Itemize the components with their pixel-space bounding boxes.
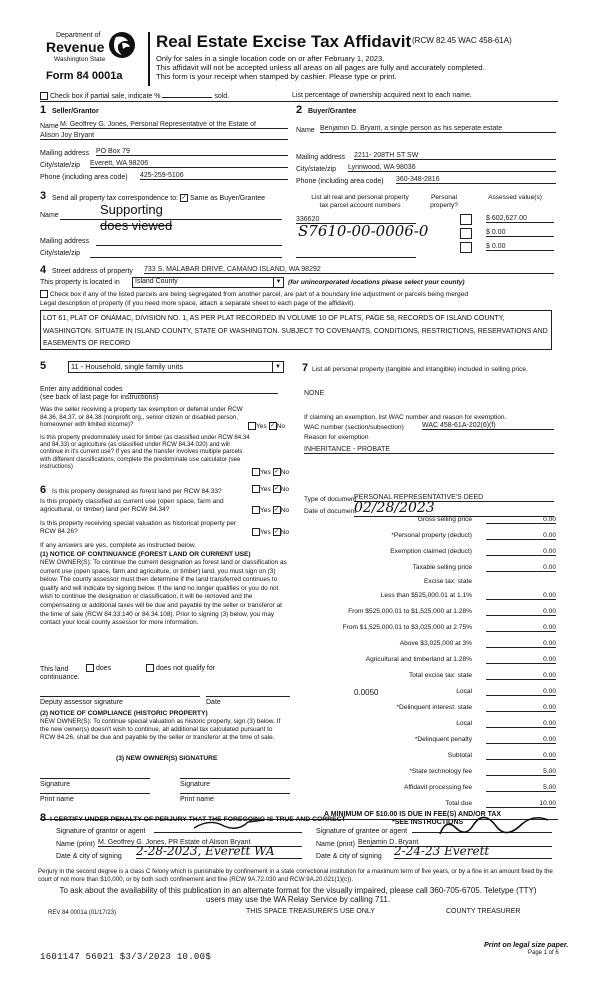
continuance-label: continuance. <box>40 674 80 681</box>
rule <box>40 101 558 102</box>
timber-question: Is this property predominately used for timber (as classified under RCW 84.34 and 84.33) or agriculture (as classified under RCW 84.34.020) and will continue in it's current use? If yes and the transfer involves multiple parcels with different classifications, complete the predominate use calculator (see instructions) <box>40 434 250 470</box>
calc-value[interactable]: 0.00 <box>486 704 556 712</box>
section-1-number: 1 <box>40 104 47 116</box>
current-use-question: Is this property classified as current use (open space, farm and agricultural, or timber) land per RCW 84.34? <box>40 498 224 513</box>
forest-yes-label: Yes <box>260 485 271 493</box>
grantor-name[interactable]: M. Geoffrey G. Jones, PR Estate of Alison Bryant <box>98 839 302 847</box>
personal-checkbox-2[interactable] <box>460 228 472 239</box>
historic-no-label: No <box>280 528 290 536</box>
calc-label: Excise tax: state <box>423 578 472 585</box>
form-rcw: (RCW 82.45 WAC 458-61A) <box>412 36 512 45</box>
form-number: Form 84 0001a <box>46 70 123 82</box>
timber-yes-no <box>252 468 289 476</box>
calc-value[interactable]: 0.00 <box>486 656 556 664</box>
calc-value[interactable]: 0.00 <box>486 592 556 600</box>
unincorp-note: (for unincorporated locations please select your county) <box>288 279 465 286</box>
calc-value[interactable]: 5.00 <box>486 768 556 776</box>
section-7-number: 7 <box>302 362 309 374</box>
corr-city-field[interactable] <box>90 248 282 258</box>
certify-text: I CERTIFY UNDER PENALTY OF PERJURY THAT THE FOREGOING IS TRUE AND CORRECT <box>50 816 346 823</box>
owner-sig-line-1[interactable] <box>40 772 150 779</box>
corr-mail-label: Mailing address <box>40 238 90 245</box>
forest-no-checkbox[interactable]: ✓ <box>274 486 280 492</box>
buyer-name[interactable]: Benjamin D. Bryant, a single person as his seperate estate <box>320 125 556 133</box>
corr-hand-1: Supporting <box>100 202 163 217</box>
calc-value[interactable]: 0.00 <box>486 624 556 632</box>
list-pct-note: List percentage of ownership acquired next to each name. <box>292 92 472 99</box>
section-7 <box>302 362 558 522</box>
buyer-phone-label: Phone (including area code) <box>296 178 384 185</box>
calc-value[interactable]: 0.00 <box>486 516 556 524</box>
parcel-2-handwritten: S7610-00-0006-0 <box>298 222 429 240</box>
calc-value[interactable]: 0.00 <box>486 608 556 616</box>
calc-value[interactable]: 0.00 <box>486 548 556 556</box>
exemption-yes-checkbox[interactable] <box>248 422 256 430</box>
calc-label: Total due <box>445 800 472 807</box>
header-divider <box>148 32 150 86</box>
exemption-yes-no <box>248 422 285 430</box>
section-4 <box>40 264 558 354</box>
timber-yes-label: Yes <box>260 468 271 476</box>
header-note-3: This form is your receipt when stamped by cashier. Please type or print. <box>156 72 397 81</box>
grantee-name-label: Name (print) <box>316 841 355 848</box>
buyer-mail-label: Mailing address <box>296 154 346 161</box>
parcel-3[interactable] <box>296 248 416 258</box>
parcels-header: List all real and personal property tax parcel account numbers <box>311 194 409 209</box>
forest-yes-checkbox[interactable] <box>252 485 260 493</box>
chevron-down-icon: ▼ <box>272 362 283 372</box>
dept-line3: Washington State <box>54 56 106 63</box>
seller-name-2[interactable]: Alison Joy Bryant <box>40 132 288 140</box>
dor-logo <box>40 28 140 86</box>
timber-no-checkbox[interactable]: ✓ <box>274 469 280 475</box>
form-title: Real Estate Excise Tax Affidavit <box>156 32 412 51</box>
grantor-date-city[interactable]: 2-28-2023, Everett WA <box>136 844 302 859</box>
legal-description[interactable]: LOT 61, PLAT OF ONAMAC, DIVISION NO. 1, AS PER PLAT RECORDED IN VOLUME 10 OF PLATS, PAGE 58, RECORDS OF ISLAND COUNTY, WASHINGTON. SITUATE IN ISLAND COUNTY, STATE OF WASHINGTON. SUBJECT TO COVENANTS, CONDITIONS, RESTRICTIONS, RESERVATIONS AND EASEMENTS OF RECORD <box>40 310 552 350</box>
county-value: Island County <box>135 278 178 285</box>
doc-date-label: Date of document <box>304 508 357 515</box>
notice-2-title: (2) NOTICE OF COMPLIANCE (HISTORIC PROPERTY) <box>40 710 208 717</box>
county-treasurer: COUNTY TREASURER <box>446 908 521 915</box>
if-yes-note: If any answers are yes, complete as instructed below. <box>40 542 197 549</box>
calc-label: From $1,525,000.01 to $3,025,000 at 2.75% <box>342 624 472 631</box>
current-use-no-checkbox[interactable]: ✓ <box>274 507 280 513</box>
parcel-1[interactable]: 336620 <box>296 216 416 224</box>
seller-phone-label: Phone (including area code) <box>40 174 128 181</box>
historic-yes-no <box>252 528 289 536</box>
calc-value[interactable]: 0.00 <box>486 752 556 760</box>
recording-stamp: 1601147 56021 $3/3/2023 10.00$ <box>40 952 212 962</box>
section-4-number: 4 <box>40 264 47 276</box>
grantor-sig-label: Signature of grantor or agent <box>56 828 146 835</box>
partial-sale-pct[interactable] <box>162 97 212 98</box>
street-address[interactable]: 733 S. MALABAR DRIVE, CAMANO ISLAND, WA 98292 <box>144 266 554 274</box>
segregated-label: Check box if any of the listed parcels are being segregated from another parcel, are part of a boundary line adjustment or parcels being merged <box>49 290 469 298</box>
section-2-number: 2 <box>296 104 303 116</box>
calc-label: *Delinquent penalty <box>414 736 472 743</box>
wa-logo-icon <box>108 31 136 59</box>
calc-value[interactable]: 0.00 <box>486 532 556 540</box>
minimum-due-note: A MINIMUM OF $10.00 IS DUE IN FEE(S) AND/OR TAX <box>324 811 502 818</box>
personal-checkbox-3[interactable] <box>460 242 472 253</box>
personal-checkbox-1[interactable] <box>460 214 472 225</box>
calc-label: Exemption claimed (deduct) <box>390 548 472 555</box>
calc-label: Subtotal <box>447 752 472 759</box>
grantor-date-label: Date & city of signing <box>56 853 122 860</box>
calc-label: Total excise tax: state <box>408 672 472 679</box>
historic-no-checkbox[interactable]: ✓ <box>274 529 280 535</box>
does-label: does <box>95 664 112 672</box>
codes-note: (see back of last page for instructions) <box>40 394 159 401</box>
correspondence-label: Send all property tax correspondence to: <box>52 194 179 202</box>
exemption-no-label: No <box>276 422 286 430</box>
does-not-checkbox[interactable] <box>146 664 154 672</box>
grantor-signature-mark <box>190 816 270 834</box>
street-label: Street address of property <box>52 268 133 275</box>
does-option <box>86 664 111 672</box>
tax-calculation <box>302 514 560 834</box>
current-use-yes-no <box>252 506 289 514</box>
seller-city[interactable]: Everett, WA 98206 <box>90 160 288 168</box>
calc-label: Agricultural and timberland at 1.28% <box>365 656 472 663</box>
county-select[interactable] <box>132 277 284 288</box>
grantee-date-city[interactable]: 2-24-23 Everett <box>394 844 552 859</box>
section-2 <box>296 104 558 184</box>
seller-mail-label: Mailing address <box>40 150 90 157</box>
owner-sig-label-2: Signature <box>180 781 210 788</box>
page-number: Page 1 of 6 <box>528 950 559 956</box>
see-instructions: *SEE INSTRUCTIONS <box>392 819 464 826</box>
exemption-reason[interactable]: INHERITANCE - PROBATE <box>304 446 554 454</box>
seller-mail[interactable]: PO Box 79 <box>96 148 288 156</box>
section-3 <box>40 190 558 260</box>
current-use-yes-label: Yes <box>260 506 271 514</box>
calc-value[interactable]: 0.00 <box>486 564 556 572</box>
buyer-name-label: Name <box>296 127 315 134</box>
dept-line1: Department of <box>56 32 101 39</box>
buyer-phone[interactable]: 360-348-2816 <box>396 176 556 184</box>
owner-print-label-2: Print name <box>180 796 214 803</box>
calc-label: From $525,000.01 to $1,525,000 at 1.28% <box>348 608 472 615</box>
owner-sig-label-1: Signature <box>40 781 70 788</box>
section-2-title: Buyer/Grantee <box>308 108 357 115</box>
assessed-value-2[interactable]: $ 0.00 <box>486 229 554 237</box>
seller-phone[interactable]: 425-259-5106 <box>140 172 288 180</box>
section-3-number: 3 <box>40 190 47 202</box>
notice-3-title: (3) NEW OWNER(S) SIGNATURE <box>116 755 218 762</box>
calc-label: *State technology fee <box>409 768 472 775</box>
grantee-name[interactable]: Benjamin D. Bryant <box>358 839 552 847</box>
owner-sig-line-2[interactable] <box>180 772 290 779</box>
corr-name-label: Name <box>40 212 59 219</box>
does-checkbox[interactable] <box>86 664 94 672</box>
current-use-yes-checkbox[interactable] <box>252 506 260 514</box>
notice-2-body: NEW OWNER(S): To continue special valuation as historic property, sign (3) below. If the new owner(s) doesn't wish to continue, all additional tax calculated pursuant to RCW 84.26, shall be due and payable by the seller or transferor at the time of sale. <box>40 718 281 742</box>
partial-sale-sold: sold. <box>214 92 230 100</box>
corr-hand-2: does viewed <box>100 218 173 233</box>
calc-label: Gross selling price <box>417 516 472 523</box>
partial-sale-row <box>40 92 229 100</box>
corr-mail-field[interactable] <box>96 236 282 246</box>
deputy-signature-label: Deputy assessor signature <box>40 699 123 706</box>
segregated-checkbox[interactable] <box>40 290 48 298</box>
assessed-value-3[interactable]: $ 0.00 <box>486 243 554 251</box>
seller-name-label: Name <box>40 123 59 130</box>
calc-label: Affidavit processing fee <box>403 784 472 791</box>
grantee-date-label: Date & city of signing <box>316 853 382 860</box>
personal-property-text: List all personal property (tangible and intangible) included in selling price. <box>312 366 528 373</box>
same-as-buyer-checkbox[interactable]: ✓ <box>181 195 187 201</box>
calc-value[interactable]: 0.00 <box>486 640 556 648</box>
doc-date[interactable]: 02/28/2023 <box>354 500 554 517</box>
forest-yes-no <box>252 485 289 493</box>
header-note-1: Only for sales in a single location code on or after February 1, 2023. <box>156 54 385 63</box>
section-6 <box>40 484 290 864</box>
wac-label: WAC number (section/subsection) <box>304 424 404 431</box>
partial-sale-checkbox[interactable] <box>40 92 48 100</box>
deputy-signature-line[interactable] <box>40 690 200 697</box>
accessibility-note: To ask about the availability of this publication in an alternate format for the visually impaired, please call 360-705-6705. Teletype (TTY) users may use the WA Relay Service by calling 711. <box>59 886 537 904</box>
chevron-down-icon: ▼ <box>273 278 283 287</box>
notice-1-body: NEW OWNER(S): To continue the current designation as forest land or classification as current use (open space, farm and agriculture, or timber) land, you must sign on (3) below. The county assessor must then determine if the land transferred continues to qualify and will indicate by signing below. If the land no longer qualifies or you do not wish to continue the designation or classification, it will be removed and the compensating or additional taxes will be due and payable by the seller or transferor at the time of sale (RCW 84.33.140 or 84.34.108). Prior to signing (3) below, you may contact your local county assessor for more information. <box>40 559 287 627</box>
codes-label: Enter any additional codes <box>40 386 123 393</box>
forest-question: Is this property designated as forest land per RCW 84.33? <box>52 488 222 495</box>
legal-size-note: Print on legal size paper. <box>484 940 569 949</box>
personal-header: Personal property? <box>430 194 458 209</box>
local-rate: 0.0050 <box>354 688 379 697</box>
personal-property-value[interactable]: NONE <box>304 390 325 397</box>
section-1-title: Seller/Grantor <box>52 108 99 115</box>
buyer-mail[interactable]: 2211- 208TH ST SW <box>354 152 556 160</box>
does-not-option <box>146 664 215 672</box>
buyer-city[interactable]: Lynnwood, WA 98036 <box>348 164 556 172</box>
exemption-no-checkbox[interactable]: ✓ <box>270 423 276 429</box>
deputy-date-label: Date <box>206 699 221 706</box>
current-use-no-label: No <box>280 506 290 514</box>
calc-value[interactable]: 0.00 <box>486 736 556 744</box>
assessed-header: Assessed value(s) <box>488 194 542 201</box>
doc-type[interactable]: PERSONAL REPRESENTATIVE'S DEED <box>354 494 554 502</box>
exemption-text: If claiming an exemption, list WAC number and reason for exemption. <box>304 414 507 421</box>
seller-name[interactable]: M. Geoffrey G. Jones, Personal Representative of the Estate of <box>60 121 288 129</box>
forest-no-label: No <box>280 485 290 493</box>
segregated-row <box>40 290 468 298</box>
this-land-label: This land <box>40 666 69 673</box>
wac-number[interactable]: WAC 458-61A-202(6)(f) <box>422 422 554 430</box>
legal-label: Legal description of property (if you need more space, attach a separate sheet to each page of the affidavit). <box>40 300 356 307</box>
calc-label: Local <box>456 720 472 727</box>
section-1 <box>40 104 290 184</box>
calc-label: Taxable selling price <box>412 564 472 571</box>
calc-value[interactable]: 10.00 <box>486 800 556 808</box>
partial-sale-label: Check box if partial sale, indicate % <box>49 92 161 100</box>
section-3-text <box>52 194 265 202</box>
historic-question: Is this property receiving special valuation as historical property per RCW 84.26? <box>40 520 237 535</box>
owner-print-label-1: Print name <box>40 796 74 803</box>
calc-value[interactable]: 0.00 <box>486 720 556 728</box>
exemption-question: Was the seller receiving a property tax exemption or deferral under RCW 84.36, 84.37, or 84.38 (nonprofit org., senior citizen or disabled person, homeowner with limited income)? <box>40 406 243 428</box>
timber-yes-checkbox[interactable] <box>252 468 260 476</box>
calc-label: *Personal property (deduct) <box>391 532 472 539</box>
calc-label: Less than $525,000.01 at 1.1% <box>380 592 472 599</box>
doc-type-label: Type of document <box>304 496 357 503</box>
section-6-number: 6 <box>40 484 47 496</box>
does-not-label: does not qualify for <box>155 664 216 672</box>
historic-yes-checkbox[interactable] <box>252 528 260 536</box>
calc-label: Above $3,025,000 at 3% <box>399 640 472 647</box>
section-5-number: 5 <box>40 360 47 372</box>
seller-city-label: City/state/zip <box>40 162 81 169</box>
buyer-city-label: City/state/zip <box>296 166 337 173</box>
corr-city-label: City/state/zip <box>40 250 81 257</box>
grantor-name-label: Name (print) <box>56 841 95 848</box>
calc-value[interactable]: 0.00 <box>486 672 556 680</box>
section-8-number: 8 <box>40 812 47 824</box>
historic-yes-label: Yes <box>260 528 271 536</box>
timber-no-label: No <box>280 468 290 476</box>
deputy-date-line[interactable] <box>206 690 290 697</box>
reason-label: Reason for exemption <box>304 434 369 441</box>
notice-1-title: (1) NOTICE OF CONTINUANCE (FOREST LAND OR CURRENT USE) <box>40 551 251 558</box>
calc-value[interactable]: 0.00 <box>486 688 556 696</box>
calc-label: *Delinquent interest: state <box>396 704 472 711</box>
calc-value[interactable]: 5.00 <box>486 784 556 792</box>
use-code-select[interactable] <box>68 361 284 373</box>
perjury-statement: Perjury in the second degree is a class C felony which is punishable by confinement in a state correctional institution for a maximum term of five years, or by a fine in an amount fixed by the court of not more than $10,000, or by both such confinement and fine (RCW 9A.72.030 and RCW 9A.20.021(1)(c)). <box>38 868 553 883</box>
form-revision: REV 84 0001a (01/17/23) <box>48 910 117 916</box>
treasurer-use: THIS SPACE TREASURER'S USE ONLY <box>246 908 375 915</box>
use-code-value: 11 - Household, single family units <box>71 362 184 371</box>
header-note-2: This affidavit will not be accepted unless all areas on all pages are fully and accurately completed. <box>156 63 485 72</box>
grantee-sig-label: Signature of grantee or agent <box>316 828 408 835</box>
owner-print-line-1[interactable] <box>40 787 150 794</box>
exemption-yes-label: Yes <box>256 422 267 430</box>
located-label: This property is located in <box>40 279 120 286</box>
same-as-buyer-label: Same as Buyer/Grantee <box>189 194 266 202</box>
dept-line2: Revenue <box>46 39 105 55</box>
codes-field[interactable] <box>128 385 278 394</box>
calc-label: Local <box>456 688 472 695</box>
owner-print-line-2[interactable] <box>180 787 290 794</box>
section-8 <box>40 812 558 870</box>
section-5 <box>40 360 290 480</box>
assessed-value-1[interactable]: $ 602,627.00 <box>486 215 554 223</box>
